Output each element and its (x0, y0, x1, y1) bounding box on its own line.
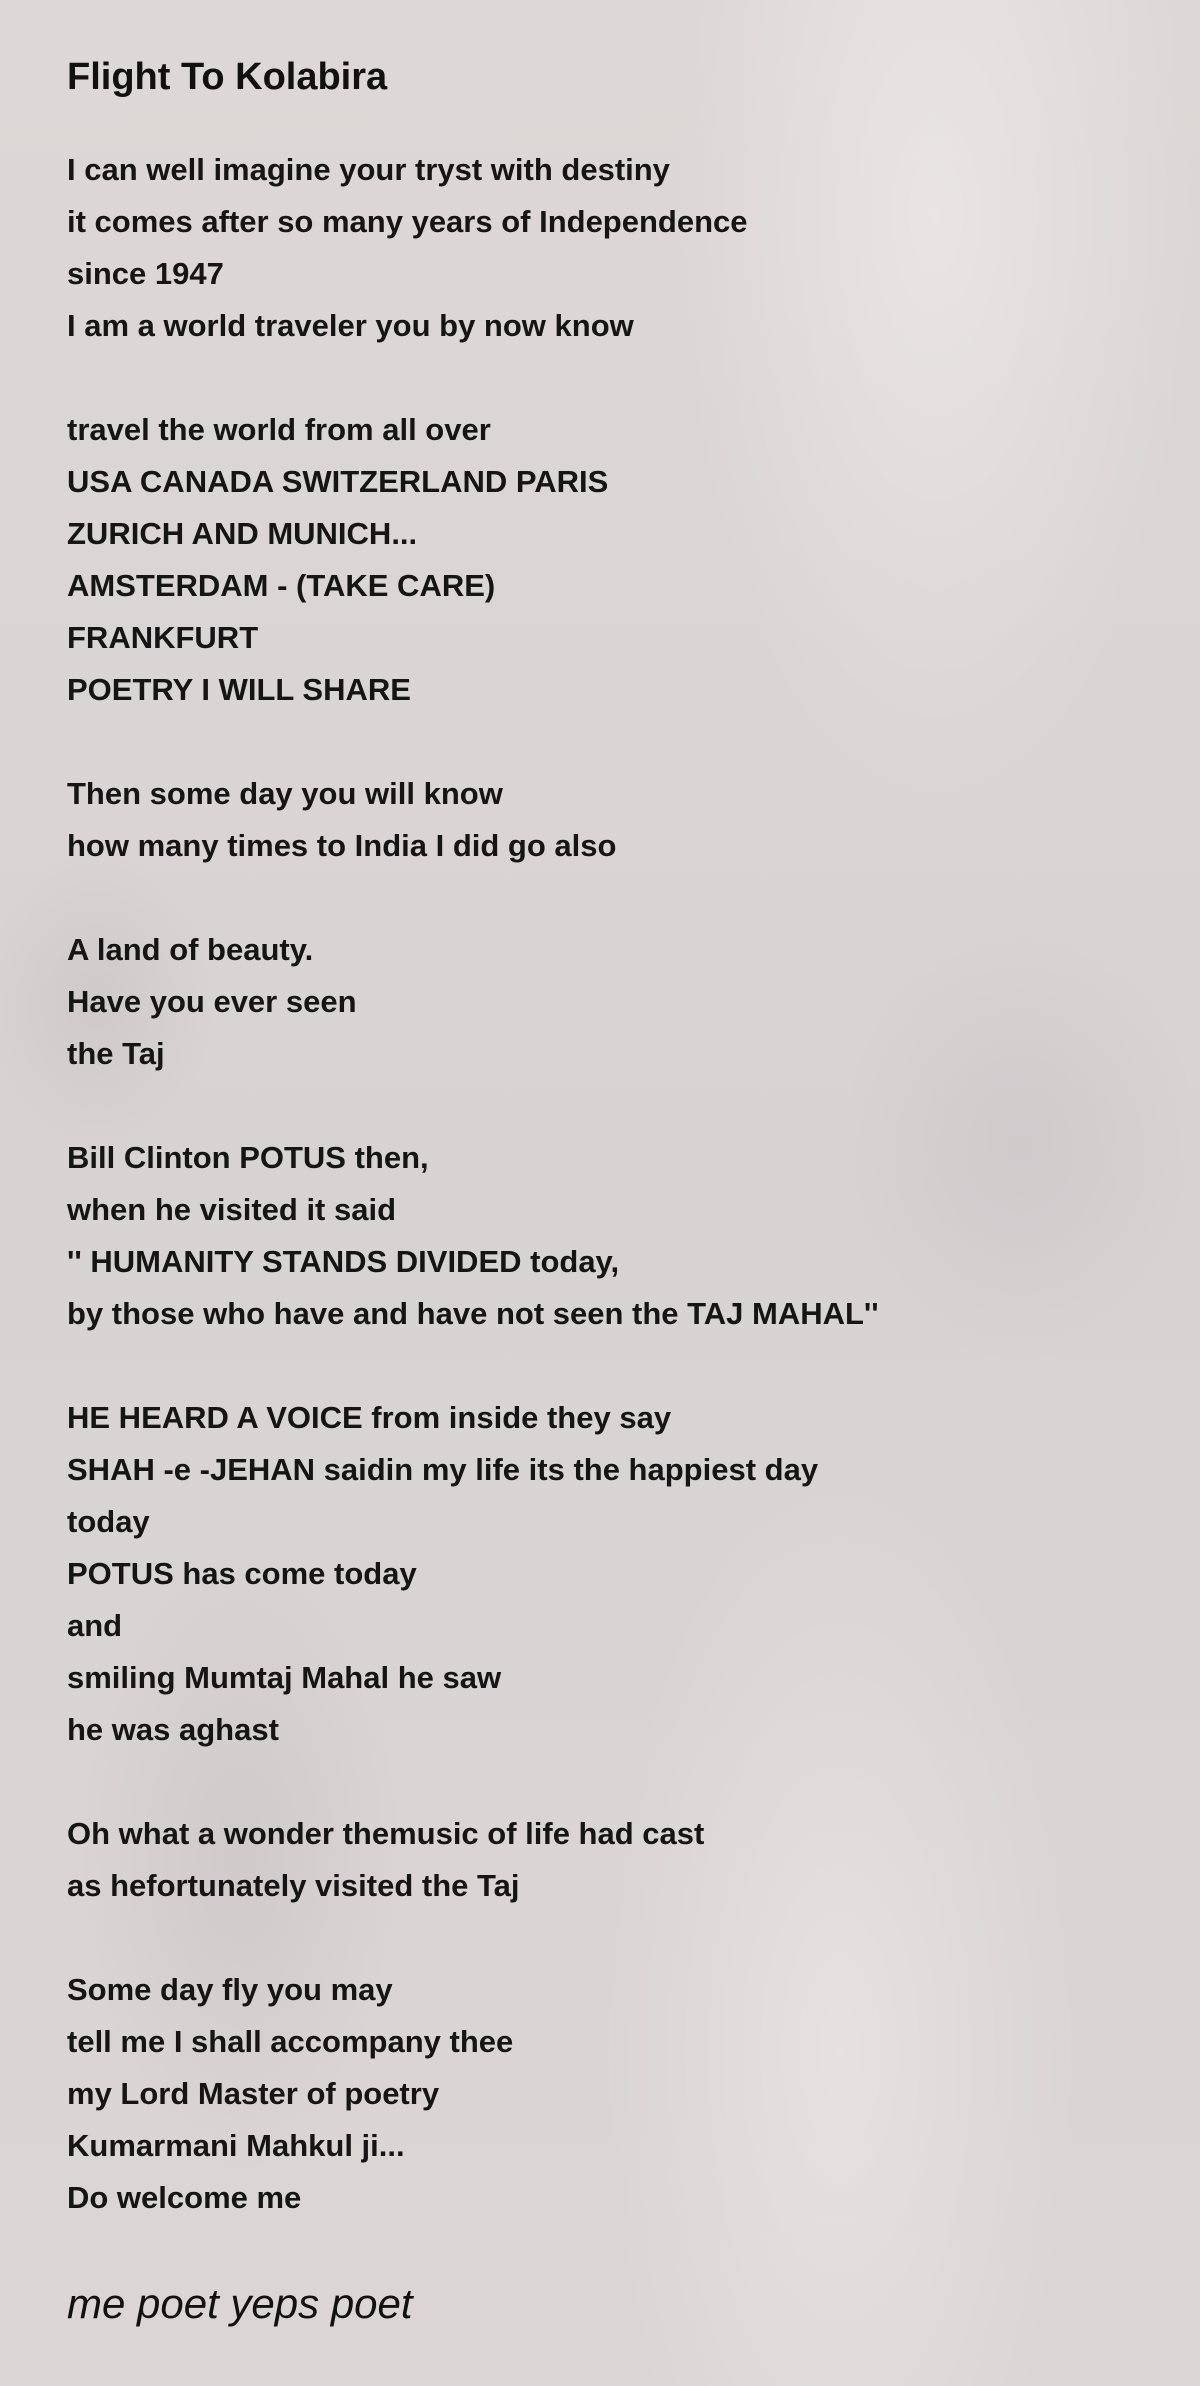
poem-line: today (67, 1504, 150, 1539)
poem-line: Oh what a wonder themusic of life had cast (67, 1816, 705, 1851)
poem-line: travel the world from all over (67, 412, 491, 447)
poem-stanza (67, 144, 1127, 352)
poem-line: he was aghast (67, 1712, 279, 1747)
poem-line: '' HUMANITY STANDS DIVIDED today, (67, 1244, 620, 1279)
poem-line: tell me I shall accompany thee (67, 2024, 514, 2059)
poem-line: Then some day you will know (67, 776, 503, 811)
poem-line: the Taj (67, 1036, 165, 1071)
poem-line: Have you ever seen (67, 984, 357, 1019)
poem-line: A land of beauty. (67, 932, 314, 967)
poem-body (67, 144, 1127, 2224)
poem-stanza (67, 1808, 1127, 1912)
poem-line: smiling Mumtaj Mahal he saw (67, 1660, 502, 1695)
poem-header (67, 50, 387, 104)
poem-line: AMSTERDAM - (TAKE CARE) (67, 568, 496, 603)
poem-line: by those who have and have not seen the TAJ MAHAL'' (67, 1296, 879, 1331)
poem-line: POTUS has come today (67, 1556, 417, 1591)
poem-stanza (67, 404, 1127, 716)
poem-title: Flight To Kolabira (67, 56, 388, 98)
poem-stanza (67, 1132, 1127, 1340)
poem-stanza (67, 924, 1127, 1080)
poem-line: Kumarmani Mahkul ji... (67, 2128, 405, 2163)
poem-line: HE HEARD A VOICE from inside they say (67, 1400, 672, 1435)
poem-stanza (67, 768, 1127, 872)
poem-stanza (67, 1964, 1127, 2224)
poem-line: how many times to India I did go also (67, 828, 617, 863)
poem-line: my Lord Master of poetry (67, 2076, 440, 2111)
poem-line: USA CANADA SWITZERLAND PARIS (67, 464, 609, 499)
poem-line: it comes after so many years of Independence (67, 204, 748, 239)
poem-line: Some day fly you may (67, 1972, 393, 2007)
poem-line: Do welcome me (67, 2180, 302, 2215)
poem-line: I am a world traveler you by now know (67, 308, 634, 343)
poem-line: POETRY I WILL SHARE (67, 672, 411, 707)
poem-page (67, 50, 1127, 2332)
poem-line: as hefortunately visited the Taj (67, 1868, 520, 1903)
poem-line: when he visited it said (67, 1192, 397, 1227)
poem-line: SHAH -e -JEHAN saidin my life its the happiest day (67, 1452, 819, 1487)
poem-author: me poet yeps poet (67, 2280, 413, 2327)
poem-line: Bill Clinton POTUS then, (67, 1140, 429, 1175)
poem-line: and (67, 1608, 123, 1643)
poem-stanza (67, 1392, 1127, 1756)
poem-line: I can well imagine your tryst with destiny (67, 152, 670, 187)
poem-line: since 1947 (67, 256, 224, 291)
poem-line: FRANKFURT (67, 620, 259, 655)
poem-line: ZURICH AND MUNICH... (67, 516, 418, 551)
